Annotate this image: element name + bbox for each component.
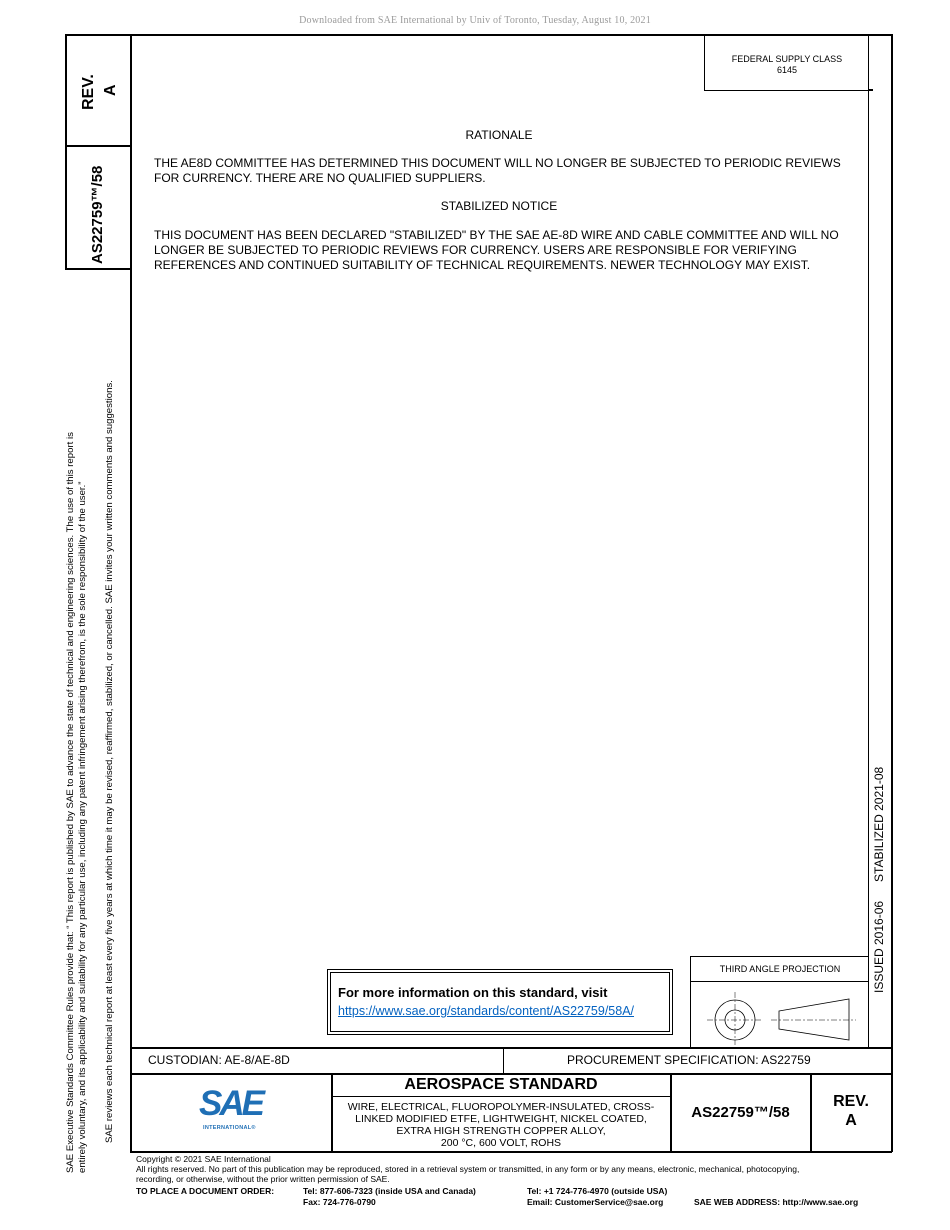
federal-supply-label: FEDERAL SUPPLY CLASS xyxy=(731,54,843,64)
fax: Fax: 724-776-0790 xyxy=(303,1197,376,1207)
rights-line-1: All rights reserved. No part of this publication may be reproduced, stored in a retrieval system or transmitted, in any form or by any means, electronic, mechanical, photocopying, xyxy=(136,1164,800,1174)
email: Email: CustomerService@sae.org xyxy=(527,1197,664,1207)
procurement-spec: PROCUREMENT SPECIFICATION: AS22759 xyxy=(567,1053,811,1067)
projection-symbol-icon xyxy=(691,983,869,1045)
left-doc-number: AS22759™/58 xyxy=(89,165,106,264)
web-address: SAE WEB ADDRESS: http://www.sae.org xyxy=(694,1197,859,1207)
tb-heading-underline xyxy=(331,1096,671,1097)
custodian-bottom xyxy=(130,1073,892,1075)
desc-line-4: 200 °C, 600 VOLT, ROHS xyxy=(440,1137,562,1149)
tb-rev-label: REV. xyxy=(833,1093,869,1110)
tel-intl: Tel: +1 724-776-4970 (outside USA) xyxy=(527,1186,668,1196)
custodian-divider xyxy=(503,1047,504,1074)
sae-logo-text: SAE xyxy=(199,1084,262,1123)
desc-line-1: WIRE, ELECTRICAL, FLUOROPOLYMER-INSULATED, CROSS- xyxy=(347,1101,655,1113)
left-rev-label: REV. xyxy=(80,74,97,110)
custodian: CUSTODIAN: AE-8/AE-8D xyxy=(148,1053,290,1067)
federal-supply-value: 6145 xyxy=(776,65,798,75)
desc-line-3: EXTRA HIGH STRENGTH COPPER ALLOY, xyxy=(396,1125,606,1137)
download-notice: Downloaded from SAE International by Univ of Toronto, Tuesday, August 10, 2021 xyxy=(299,15,651,26)
sae-notice-line3: SAE reviews each technical report at least every five years at which time it may be revised, reaffirmed, stabilized, or cancelled. SAE invites your written comments and suggestions. xyxy=(104,380,115,1143)
more-info-text: For more information on this standard, visit xyxy=(338,985,608,1000)
order-label: TO PLACE A DOCUMENT ORDER: xyxy=(136,1186,275,1196)
desc-line-2: LINKED MODIFIED ETFE, LIGHTWEIGHT, NICKEL COATED, xyxy=(355,1113,647,1125)
tel-usa: Tel: 877-606-7323 (inside USA and Canada) xyxy=(303,1186,476,1196)
standard-description xyxy=(332,1101,670,1149)
standard-link[interactable]: https://www.sae.org/standards/content/AS22759/58A/ xyxy=(338,1004,635,1018)
rev-box-bottom xyxy=(65,145,131,147)
frame-right-inner xyxy=(868,34,869,1047)
sae-logo xyxy=(195,1084,275,1138)
issued-date: ISSUED 2016-06 xyxy=(872,900,886,993)
rationale-text: THE AE8D COMMITTEE HAS DETERMINED THIS DOCUMENT WILL NO LONGER BE SUBJECTED TO PERIODIC REVIEWS FOR CURRENCY. THERE ARE NO QUALIFIED SUPPLIERS. xyxy=(154,156,841,185)
frame-left-inner xyxy=(130,34,132,1152)
frame-bottom xyxy=(130,1151,892,1153)
copyright: Copyright © 2021 SAE International xyxy=(136,1154,271,1164)
stabilized-text: THIS DOCUMENT HAS BEEN DECLARED "STABILIZED" BY THE SAE AE-8D WIRE AND CABLE COMMITTEE AND WILL NO LONGER BE SUBJECTED TO PERIODIC REVIEWS FOR CURRENCY. USERS ARE RESPONSIBLE FOR VERIFYING REFERENCES AND CONTINUED SUITABILITY OF TECHNICAL REQUIREMENTS. NEWER TECHNOLOGY MAY EXIST. xyxy=(154,228,839,272)
tb-doc-number: AS22759™/58 xyxy=(691,1104,790,1121)
stabilized-date: STABILIZED 2021-08 xyxy=(872,766,886,882)
sae-logo-sub: INTERNATIONAL® xyxy=(203,1125,256,1131)
projection-box xyxy=(690,956,869,1048)
aerospace-standard-heading: AEROSPACE STANDARD xyxy=(404,1076,598,1093)
left-rev-value: A xyxy=(102,84,119,96)
federal-supply-tick xyxy=(868,89,873,91)
tb-rev-value: A xyxy=(845,1112,857,1129)
sae-notice-line2: entirely voluntary, and its applicability and suitability for any particular use, including any patent infringement arising therefrom, is the sole responsibility of the user.” xyxy=(77,481,88,1173)
frame-left-outer xyxy=(65,34,67,269)
projection-label: THIRD ANGLE PROJECTION xyxy=(719,964,841,974)
more-info-box xyxy=(327,969,673,1035)
docnum-box-bottom xyxy=(65,268,131,270)
sae-notice-line1: SAE Executive Standards Committee Rules provide that: “ This report is published by SAE to advance the state of technical and engineering sciences. The use of this report is xyxy=(65,432,76,1173)
frame-right xyxy=(891,34,893,1152)
federal-supply-box xyxy=(704,34,869,91)
rationale-heading: RATIONALE xyxy=(465,128,533,142)
rights-line-2: recording, or otherwise, without the prior written permission of SAE. xyxy=(136,1174,390,1184)
stabilized-heading: STABILIZED NOTICE xyxy=(440,199,558,213)
footer xyxy=(136,1154,896,1184)
custodian-top xyxy=(130,1047,892,1049)
